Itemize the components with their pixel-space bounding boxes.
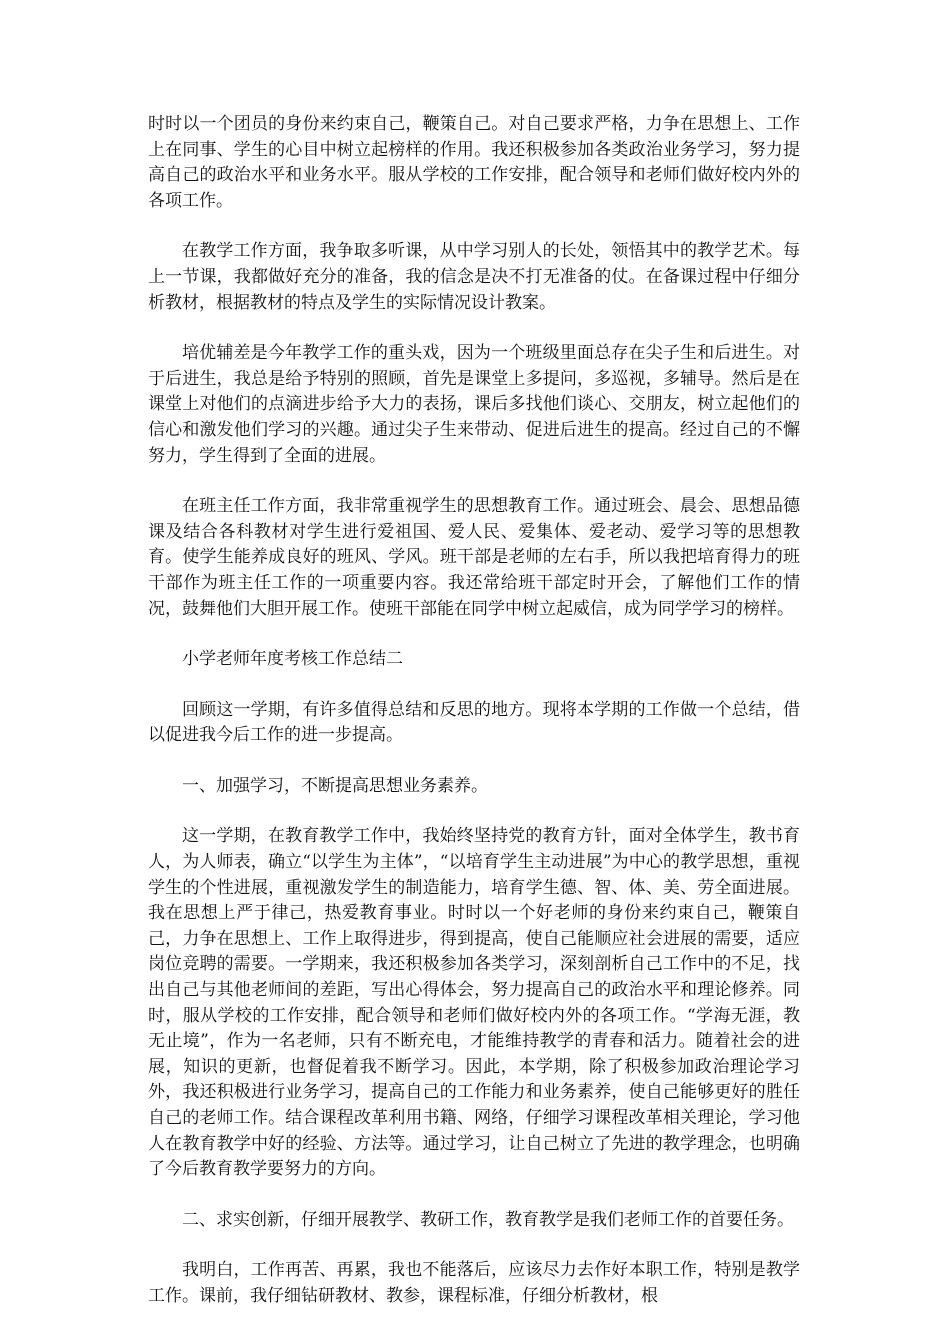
paragraph-class-teacher-work: 在班主任工作方面，我非常重视学生的思想教育工作。通过班会、晨会、思想品德课及结合各科教材对学生进行爱祖国、爱人民、爱集体、爱老动、爱学习等的思想教育。使学生能养成良好的班风、学风。班干部是老师的左右手，所以我把培育得力的班干部作为班主任工作的一项重要内容。我还常给班干部定时开会，了解他们工作的情况，鼓舞他们大胆开展工作。使班干部能在同学中树立起威信，成为同学学习的榜样。 — [148, 496, 800, 619]
document-body — [148, 112, 800, 1335]
paragraph-review: 回顾这一学期，有许多值得总结和反思的地方。现将本学期的工作做一个总结，借以促进我今后工作的进一步提高。 — [148, 699, 800, 746]
section-title-summary-two: 小学老师年度考核工作总结二 — [182, 649, 403, 670]
paragraph-teaching-duty: 我明白，工作再苦、再累，我也不能落后，应该尽力去作好本职工作，特别是教学工作。课前，我仔细钻研教材、教参，课程标准，仔细分析教材，根 — [148, 1260, 800, 1306]
paragraph-continuation: 时时以一个团员的身份来约束自己，鞭策自己。对自己要求严格，力争在思想上、工作上在同事、学生的心目中树立起榜样的作用。我还积极参加各类政治业务学习，努力提高自己的政治水平和业务水平。服从学校的工作安排，配合领导和老师们做好校内外的各项工作。 — [148, 114, 800, 211]
heading-strengthen-learning: 一、加强学习，不断提高思想业务素养。 — [182, 775, 488, 796]
paragraph-teaching-work: 在教学工作方面，我争取多听课，从中学习别人的长处，领悟其中的教学艺术。每上一节课，我都做好充分的准备，我的信念是决不打无准备的仗。在备课过程中仔细分析教材，根据教材的特点及学生的实际情况设计教案。 — [148, 241, 800, 313]
heading-innovation: 二、求实创新，仔细开展教学、教研工作，教育教学是我们老师工作的首要任务。 — [182, 1209, 794, 1230]
paragraph-semester-learning: 这一学期，在教育教学工作中，我始终坚持党的教育方针，面对全体学生，教书育人，为人师表，确立“以学生为主体”，“以培育学生主动进展”为中心的教学思想，重视学生的个性进展，重视激发学生的制造能力，培育学生德、智、体、美、劳全面进展。我在思想上严于律己，热爱教育事业。时时以一个好老师的身份来约束自己，鞭策自己，力争在思想上、工作上取得进步，得到提高，使自己能顺应社会进展的需要，适应岗位竞聘的需要。一学期来，我还积极参加各类学习，深刻剖析自己工作中的不足，找出自己与其他老师间的差距，写出心得体会，努力提高自己的政治水平和理论修养。同时，服从学校的工作安排，配合领导和老师们做好校内外的各项工作。“学海无涯，教无止境”，作为一名老师，只有不断充电，才能维持教学的青春和活力。随着社会的进展，知识的更新，也督促着我不断学习。因此，本学期，除了积极参加政治理论学习外，我还积极进行业务学习，提高自己的工作能力和业务素养，使自己能够更好的胜任自己的老师工作。结合课程改革利用书籍、网络，仔细学习课程改革相关理论，学习他人在教育教学中好的经验、方法等。通过学习，让自己树立了先进的教学理念，也明确了今后教育教学要努力的方向。 — [148, 826, 800, 1180]
paragraph-tutoring: 培优辅差是今年教学工作的重头戏，因为一个班级里面总存在尖子生和后进生。对于后进生，我总是给予特别的照顾，首先是课堂上多提问，多巡视，多辅导。然后是在课堂上对他们的点滴进步给予大力的表扬，课后多找他们谈心、交朋友，树立起他们的信心和激发他们学习的兴趣。通过尖子生来带动、促进后进生的提高。经过自己的不懈努力，学生得到了全面的进展。 — [148, 343, 800, 466]
